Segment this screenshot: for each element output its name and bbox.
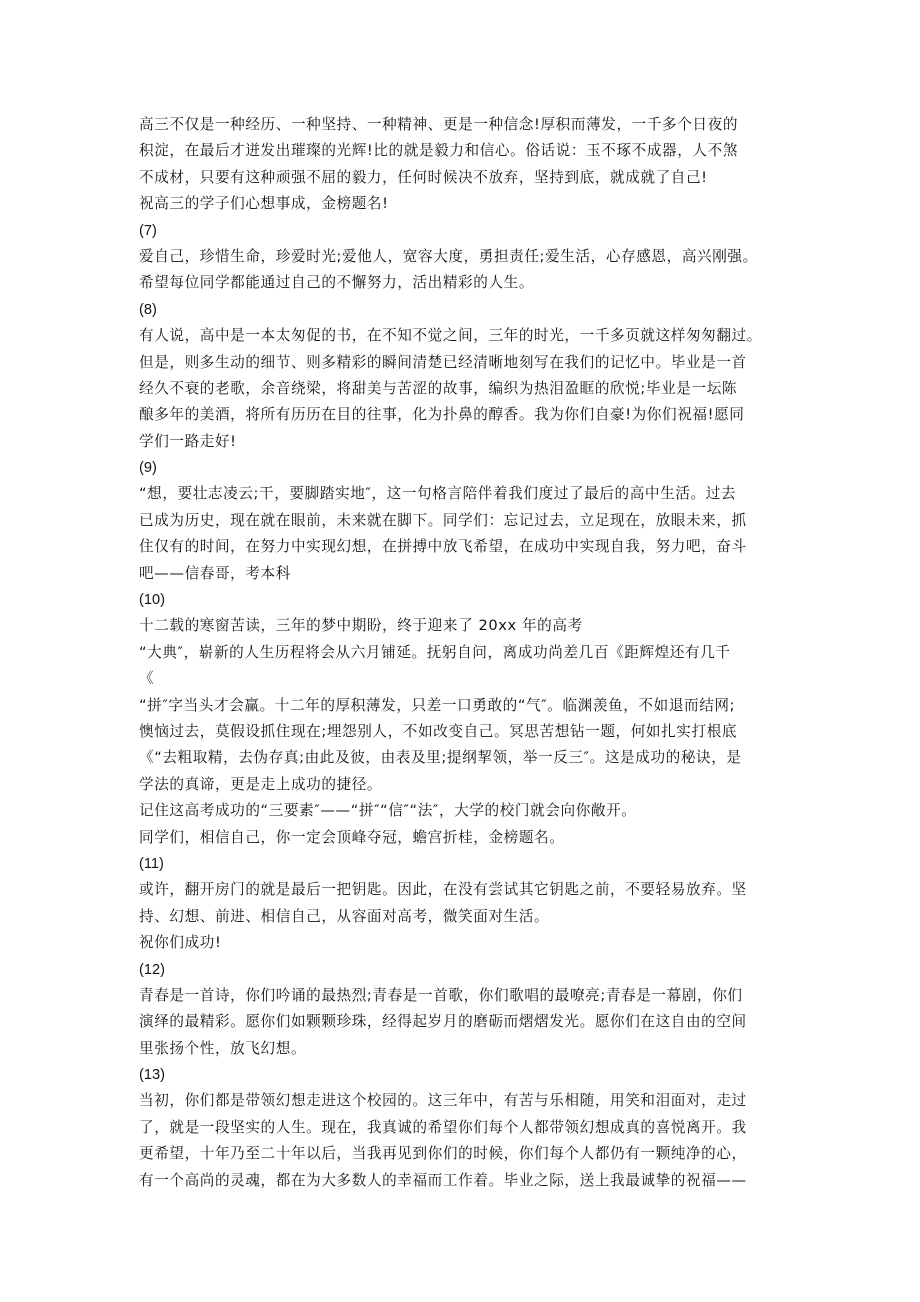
paragraph-line: 已成为历史，现在就在眼前，未来就在脚下。同学们：忘记过去，立足现在，放眼未来，抓	[139, 511, 747, 529]
paragraph-line: 更希望，十年乃至二十年以后，当我再见到你们的时候，你们每个人都仍有一颗纯净的心，	[139, 1145, 747, 1163]
paragraph-line: 住仅有的时间，在努力中实现幻想，在拼搏中放飞希望，在成功中实现自我，努力吧，奋斗	[139, 538, 747, 556]
paragraph-line: 懊恼过去，莫假设抓住现在;埋怨别人，不如改变自己。冥思苦想钻一题，何如扎实打根底	[139, 722, 738, 740]
paragraph-line: 酿多年的美酒，将所有历历在目的往事，化为扑鼻的醇香。我为你们自豪!为你们祝福!愿同	[139, 406, 745, 424]
paragraph-line: 里张扬个性，放飞幻想。	[139, 1039, 307, 1057]
paragraph-line: 爱自己，珍惜生命，珍爱时光;爱他人，宽容大度，勇担责任;爱生活，心存感恩，高兴刚强。	[139, 247, 758, 265]
paragraph-line: 希望每位同学都能通过自己的不懈努力，活出精彩的人生。	[139, 274, 535, 292]
section-number: (11)	[139, 855, 164, 872]
section-number: (8)	[139, 301, 157, 318]
paragraph-line: “大典″，崭新的人生历程将会从六月铺延。抚躬自问，离成功尚差几百《距辉煌还有几千	[139, 643, 731, 661]
paragraph-line: 学法的真谛，更是走上成功的捷径。	[139, 775, 383, 793]
paragraph-line: “拼″字当头才会赢。十二年的厚积薄发，只差一口勇敢的“气″。临渊羡鱼，不如退而结网;	[139, 696, 736, 714]
paragraph-line: 或许，翻开房门的就是最后一把钥匙。因此，在没有尝试其它钥匙之前，不要轻易放弃。坚	[139, 881, 747, 899]
paragraph-line: 有一个高尚的灵魂，都在为大多数人的幸福而工作着。毕业之际，送上我最诚挚的祝福——	[139, 1171, 747, 1189]
paragraph-line: 不成材，只要有这种顽强不屈的毅力，任何时候决不放弃，坚持到底，就成就了自己!	[139, 168, 708, 186]
section-number: (13)	[139, 1067, 165, 1084]
paragraph-line: 记住这高考成功的“三要素″——“拼″“信″“法″，大学的校门就会向你敞开。	[139, 802, 637, 820]
paragraph-line: 祝你们成功!	[139, 934, 222, 952]
section-number: (10)	[139, 592, 165, 609]
paragraph-line: “想，要壮志凌云;干，要脚踏实地″，这一句格言陪伴着我们度过了最后的高中生活。过去	[139, 485, 737, 503]
paragraph-line: 祝高三的学子们心想事成，金榜题名!	[139, 195, 389, 213]
paragraph-line: 同学们，相信自己，你一定会顶峰夺冠，蟾宫折桂，金榜题名。	[139, 828, 565, 846]
paragraph-line: 但是，则多生动的细节、则多精彩的瞬间清楚已经清晰地刻写在我们的记忆中。毕业是一首	[139, 353, 747, 371]
paragraph-line: 演绎的最精彩。愿你们如颗颗珍珠，经得起岁月的磨砺而熠熠发光。愿你们在这自由的空间	[139, 1013, 747, 1031]
paragraph-line: 当初，你们都是带领幻想走进这个校园的。这三年中，有苦与乐相随，用笑和泪面对，走过	[139, 1092, 747, 1110]
paragraph-line: 持、幻想、前进、相信自己，从容面对高考，微笑面对生活。	[139, 907, 550, 925]
paragraph-line: 《	[139, 670, 155, 688]
paragraph-line: 吧——信春哥，考本科	[139, 564, 291, 582]
paragraph-line: 了，就是一段坚实的人生。现在，我真诚的希望你们每个人都带领幻想成真的喜悦离开。我	[139, 1118, 747, 1136]
section-number: (9)	[139, 460, 157, 477]
paragraph-line: 十二载的寒窗苦读，三年的梦中期盼，终于迎来了 20xx 年的高考	[139, 617, 583, 635]
paragraph-line: 高三不仅是一种经历、一种坚持、一种精神、更是一种信念!厚积而薄发，一千多个日夜的	[139, 116, 739, 133]
paragraph-line: 有人说，高中是一本太匆促的书，在不知不觉之间，三年的时光，一千多页就这样匆匆翻过。	[139, 327, 762, 345]
paragraph-line: 积淀，在最后才迸发出璀璨的光辉!比的就是毅力和信心。俗话说：玉不琢不成器，人不煞	[139, 142, 739, 160]
paragraph-line: 《“去粗取精，去伪存真;由此及彼，由表及里;提纲挈领，举一反三″。这是成功的秘诀，是	[139, 749, 742, 767]
paragraph-line: 经久不衰的老歌，余音绕梁，将甜美与苦涩的故事，编织为热泪盈眶的欣悦;毕业是一坛陈	[139, 379, 738, 397]
paragraph-line: 学们一路走好!	[139, 432, 237, 450]
paragraph-line: 青春是一首诗，你们吟诵的最热烈;青春是一首歌，你们歌唱的最嘹亮;青春是一幕剧，你们	[139, 986, 743, 1004]
section-number: (12)	[139, 961, 165, 978]
section-number: (7)	[139, 222, 157, 239]
document-body	[139, 112, 801, 1194]
